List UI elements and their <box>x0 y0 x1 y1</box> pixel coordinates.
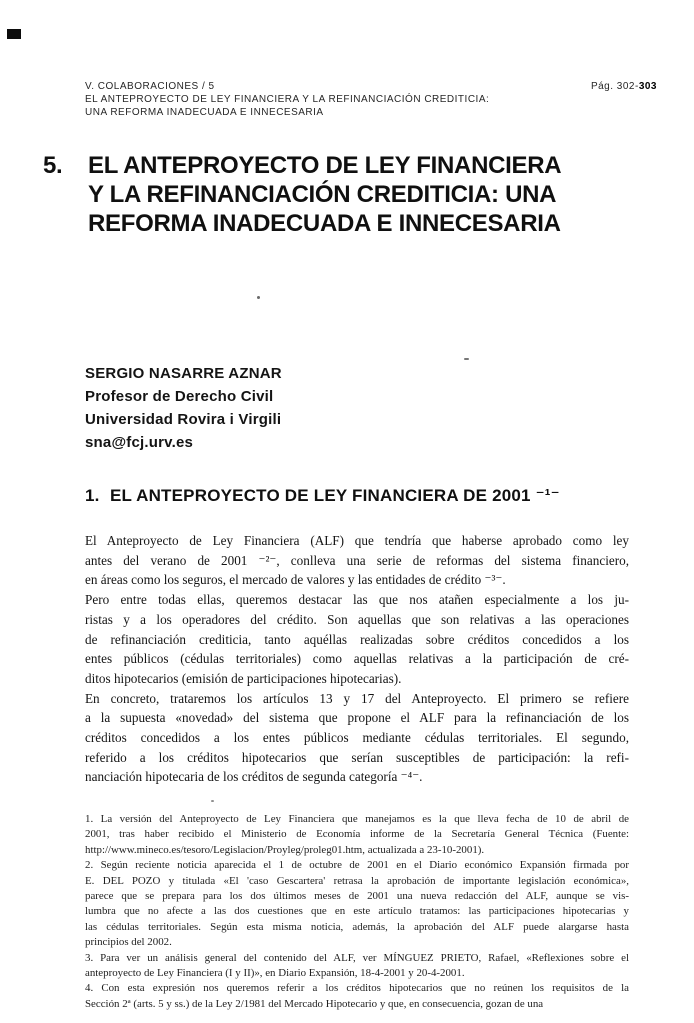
scan-speck <box>257 296 260 299</box>
footnote-line: E. DEL POZO y titulada «El 'caso Gescartera' retrasa la aprobación de importante legislación económica», <box>85 874 629 887</box>
body-line: nanciación hipotecaria de los créditos de segunda categoría ⁻⁴⁻. <box>85 769 423 785</box>
body-line: en áreas como los seguros, el mercado de valores y las entidades de crédito ⁻³⁻. <box>85 572 506 588</box>
footnote-line: http://www.mineco.es/tesoro/Legislacion/Proyleg/proleg01.htm, actualizada a 23-10-2001). <box>85 843 485 856</box>
footnote-line: 3. Para ver un análisis general del contenido del ALF, ver MÍNGUEZ PRIETO, Rafael, «Reflexiones sobre el <box>85 951 629 964</box>
body-paragraph <box>85 590 629 689</box>
footnote-line: principios del 2002. <box>85 936 172 949</box>
body-line: El Anteproyecto de Ley Financiera (ALF) que tendría que haberse aprobado como ley <box>85 533 629 548</box>
page-number <box>591 80 657 93</box>
body-line: En concreto, trataremos los artículos 13 y 17 del Anteproyecto. El primero se refiere <box>85 690 629 706</box>
running-header <box>85 80 657 119</box>
footnote-line: 4. Con esta expresión nos queremos referir a los créditos hipotecarios que no reúnen los requisitos de la <box>85 982 629 995</box>
section-heading-text: EL ANTEPROYECTO DE LEY FINANCIERA DE 2001 ⁻¹⁻ <box>110 486 560 505</box>
body-line: ristas y a los operadores del crédito. Son aquellas que son relativas a las operaciones <box>85 611 629 627</box>
footnote-line: las cédulas territoriales. Según esta misma noticia, además, la aprobación del ALF puede alargarse hasta <box>85 920 629 933</box>
running-header-article-line1: EL ANTEPROYECTO DE LEY FINANCIERA Y LA REFINANCIACIÓN CREDITICIA: <box>85 94 490 105</box>
section-heading <box>85 485 560 506</box>
body-line: de refinanciación crediticia, tanto aquéllas realizadas sobre créditos concedidos a los <box>85 631 629 647</box>
body-paragraph <box>85 531 629 590</box>
body-line: ditos hipotecarios (emisión de participaciones hipotecarias). <box>85 670 402 686</box>
body-line: créditos concedidos a los entes públicos mediante cédulas territoriales. El segundo, <box>85 730 629 746</box>
footnote-1 <box>85 812 629 858</box>
body-line: Pero entre todas ellas, queremos destacar las que nos atañen especialmente a los ju- <box>85 592 629 608</box>
section-heading-number: 1. <box>85 486 100 505</box>
article-title-number: 5. <box>43 152 63 179</box>
body-line: referido a los créditos hipotecarios que serían susceptibles de participación: la refi- <box>85 749 629 765</box>
article-title-line: EL ANTEPROYECTO DE LEY FINANCIERA <box>88 152 562 179</box>
article-title-line: REFORMA INADECUADA E INNECESARIA <box>88 210 561 237</box>
footnotes <box>85 812 629 1012</box>
body-line: entes públicos (cédulas territoriales) como aquellas relativas a la participación de cré- <box>85 651 629 667</box>
body-paragraph <box>85 689 629 788</box>
author-name: SERGIO NASARRE AZNAR <box>85 365 282 382</box>
page-number-prefix: Pág. 302- <box>590 81 639 92</box>
running-header-row <box>85 80 657 93</box>
footnote-line: lumbra que no afecte a las dos cuestiones que en este artículo tratamos: las participaciones hipotecarias y <box>85 905 629 918</box>
scan-artifact-mark <box>7 29 21 39</box>
body-line: antes del verano de 2001 ⁻²⁻, conlleva una serie de reformas del sistema financiero, <box>85 552 629 568</box>
scan-speck <box>211 800 214 802</box>
author-role: Profesor de Derecho Civil <box>85 388 274 405</box>
footnote-line: 1. La versión del Anteproyecto de Ley Financiera que manejamos es la que lleva fecha de 10 de abril de <box>85 813 629 825</box>
footnote-4 <box>85 981 629 1012</box>
footnote-line: parece que se prepara para los dos últimos meses de 2001 una nueva redacción del ALF, aunque se vis- <box>85 890 629 903</box>
page-number-bold: 303 <box>638 81 657 92</box>
article-title-lines <box>88 151 648 238</box>
footnote-line: Sección 2ª (arts. 5 y ss.) de la Ley 2/1981 del Mercado Hipotecario y que, en consecuencia, gozan de una <box>85 997 544 1010</box>
body-text <box>85 531 629 787</box>
running-header-section: V. COLABORACIONES / 5 <box>85 81 215 92</box>
author-email: sna@fcj.urv.es <box>85 434 194 451</box>
footnote-line: anteproyecto de Ley Financiera (I y II)», en Diario Expansión, 18-4-2001 y 20-4-2001. <box>85 967 465 980</box>
author-block <box>85 362 282 454</box>
footnote-2 <box>85 858 629 950</box>
footnote-line: 2001, tras haber recibido el Ministerio de Economía informe de la Secretaría General Técnica (Fuente: <box>85 828 629 841</box>
footnote-3 <box>85 951 629 982</box>
scan-speck <box>464 358 469 360</box>
article-title <box>43 151 648 238</box>
running-header-article-line2: UNA REFORMA INADECUADA E INNECESARIA <box>85 107 324 118</box>
footnote-line: 2. Según reciente noticia aparecida el 1 de octubre de 2001 en el Diario económico Expansión firmada por <box>85 859 629 872</box>
author-affiliation: Universidad Rovira i Virgili <box>85 411 282 428</box>
body-line: a la supuesta «novedad» del sistema que propone el ALF para la refinanciación de los <box>85 710 629 726</box>
article-title-line: Y LA REFINANCIACIÓN CREDITICIA: UNA <box>88 181 557 208</box>
